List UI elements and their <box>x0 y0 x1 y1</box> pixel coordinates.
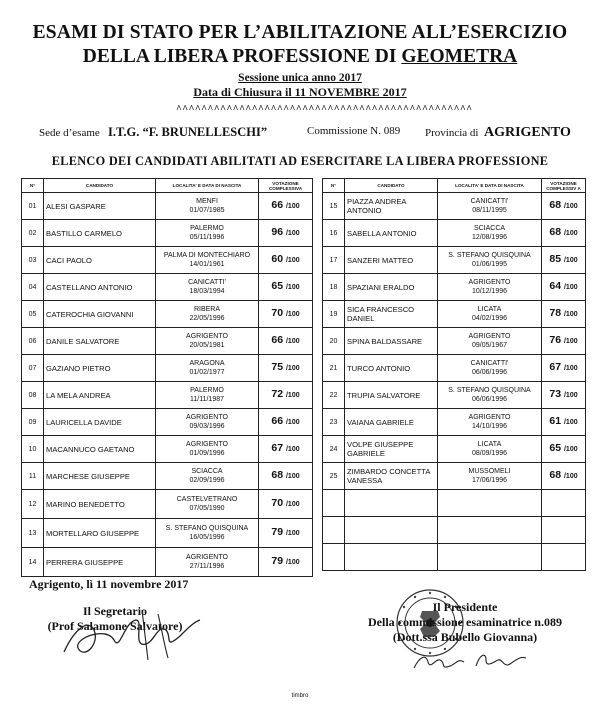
col-birth-header: LOCALITA' E DATA DI NASCITA <box>438 179 542 193</box>
table-row <box>323 490 586 517</box>
birth-date: 09/03/1996 <box>189 423 225 430</box>
birth-info <box>438 220 542 247</box>
col-candidate-header: CANDIDATO <box>44 179 156 193</box>
birth-info <box>438 193 542 220</box>
birth-date: 01/02/1977 <box>189 369 225 376</box>
birth-place: AGRIGENTO <box>468 414 511 421</box>
birth-date: 12/08/1996 <box>471 234 508 241</box>
score-max: /100 <box>563 230 578 237</box>
candidate-name: PERRERA GIUSEPPE <box>44 548 156 577</box>
score-value: 67 <box>271 442 284 454</box>
place-date: Agrigento, lì 11 novembre 2017 <box>29 577 189 591</box>
score-value: 78 <box>549 307 562 319</box>
row-number <box>323 490 345 517</box>
score <box>542 517 586 544</box>
candidate-name: SPINA BALDASSARE <box>345 328 438 355</box>
provincia-value: AGRIGENTO <box>483 125 571 140</box>
score-value: 68 <box>271 469 284 481</box>
score-max: /100 <box>285 559 300 566</box>
score-value: 67 <box>549 361 562 373</box>
birth-date: 27/11/1996 <box>189 563 225 570</box>
col-birth-header: LOCALITA' E DATA DI NASCITA <box>156 179 259 193</box>
table-row <box>22 548 313 577</box>
score <box>259 548 313 577</box>
row-number: 22 <box>323 382 345 409</box>
president-block <box>349 600 581 645</box>
row-number: 09 <box>22 409 44 436</box>
candidate-name <box>345 544 438 571</box>
birth-date: 01/07/1985 <box>189 207 225 214</box>
score <box>542 220 586 247</box>
birth-info <box>156 519 259 548</box>
birth-date: 02/09/1996 <box>189 477 225 484</box>
score-max: /100 <box>563 419 578 426</box>
score-value: 65 <box>271 280 284 292</box>
birth-place: CANICATTI' <box>470 360 509 367</box>
row-number: 18 <box>323 274 345 301</box>
candidate-name <box>345 517 438 544</box>
table-row <box>323 247 586 274</box>
col-score-header: VOTAZIONE COMPLESSIV A <box>542 179 586 193</box>
score <box>542 301 586 328</box>
score-value: 75 <box>271 361 284 373</box>
row-number: 25 <box>323 463 345 490</box>
row-number: 23 <box>323 409 345 436</box>
birth-info <box>156 220 259 247</box>
candidate-name: TURCO ANTONIO <box>345 355 438 382</box>
score-value: 85 <box>549 253 562 265</box>
row-number: 13 <box>22 519 44 548</box>
candidate-name: MARCHESE GIUSEPPE <box>44 463 156 490</box>
birth-date: 09/05/1967 <box>471 342 508 349</box>
birth-date: 22/05/1996 <box>189 315 225 322</box>
candidate-name: LAURICELLA DAVIDE <box>44 409 156 436</box>
birth-place: AGRIGENTO <box>186 414 228 421</box>
birth-place: LICATA <box>477 306 502 313</box>
provincia-label: Provincia di <box>425 127 479 139</box>
score <box>542 274 586 301</box>
score <box>259 355 313 382</box>
score-max: /100 <box>285 392 300 399</box>
birth-info <box>156 463 259 490</box>
score <box>259 490 313 519</box>
score <box>542 436 586 463</box>
table-row <box>323 382 586 409</box>
birth-date: 18/03/1994 <box>189 288 225 295</box>
score <box>259 301 313 328</box>
score-max: /100 <box>285 230 300 237</box>
birth-place: RIBERA <box>193 306 221 313</box>
birth-date: 01/06/1995 <box>471 261 508 268</box>
table-row <box>22 274 313 301</box>
row-number: 24 <box>323 436 345 463</box>
candidate-name: MORTELLARO GIUSEPPE <box>44 519 156 548</box>
birth-info <box>156 355 259 382</box>
sede-value: I.T.G. “F. BRUNELLESCHI” <box>108 125 268 139</box>
birth-info <box>438 274 542 301</box>
birth-info <box>438 544 542 571</box>
candidate-name: ZIMBARDO CONCETTA VANESSA <box>345 463 438 490</box>
score-max: /100 <box>563 257 578 264</box>
list-title: ELENCO DEI CANDIDATI ABILITATI AD ESERCITARE LA LIBERA PROFESSIONE <box>51 154 549 168</box>
birth-info <box>156 328 259 355</box>
row-number: 16 <box>323 220 345 247</box>
row-number: 04 <box>22 274 44 301</box>
birth-date: 20/05/1981 <box>189 342 225 349</box>
birth-info <box>156 247 259 274</box>
table-row <box>323 436 586 463</box>
table-row <box>22 193 313 220</box>
title-prefix: DELLA LIBERA PROFESSIONE DI <box>82 46 402 67</box>
score-value: 66 <box>271 199 284 211</box>
table-row <box>323 409 586 436</box>
score <box>259 274 313 301</box>
birth-place: AGRIGENTO <box>468 279 511 286</box>
score-value: 65 <box>549 442 562 454</box>
score-max: /100 <box>563 392 578 399</box>
score-max: /100 <box>285 257 300 264</box>
score <box>259 220 313 247</box>
table-row <box>22 328 313 355</box>
birth-info <box>156 274 259 301</box>
birth-place: ARAGONA <box>189 360 225 367</box>
table-row <box>22 436 313 463</box>
score-max: /100 <box>285 530 300 537</box>
birth-date: 01/09/1996 <box>189 450 225 457</box>
exam-seat <box>39 125 267 140</box>
title-line-1: ESAMI DI STATO PER L’ABILITAZIONE ALL’ESERCIZIO <box>32 22 568 43</box>
score-value: 73 <box>549 388 562 400</box>
candidate-name: DANILE SALVATORE <box>44 328 156 355</box>
table-row <box>323 328 586 355</box>
birth-info <box>438 490 542 517</box>
secretary-signature <box>54 600 204 670</box>
score-max: /100 <box>285 473 300 480</box>
table-row <box>22 301 313 328</box>
score <box>259 328 313 355</box>
birth-info <box>156 301 259 328</box>
closing-date: Data di Chiusura il 11 NOVEMBRE 2017 <box>193 85 407 99</box>
row-number: 12 <box>22 490 44 519</box>
birth-date: 17/06/1996 <box>471 477 508 484</box>
table-row <box>22 355 313 382</box>
row-number: 06 <box>22 328 44 355</box>
score-value: 66 <box>271 415 284 427</box>
candidates-table-left <box>21 178 313 577</box>
table-row <box>22 409 313 436</box>
score-max: /100 <box>563 473 578 480</box>
score-max: /100 <box>285 419 300 426</box>
birth-info <box>156 490 259 519</box>
score <box>542 544 586 571</box>
candidate-name: SANZERI MATTEO <box>345 247 438 274</box>
province <box>425 125 571 141</box>
candidate-name: SPAZIANI ERALDO <box>345 274 438 301</box>
candidate-name: VOLPE GIUSEPPE GABRIELE <box>345 436 438 463</box>
col-candidate-header: CANDIDATO <box>345 179 438 193</box>
table-row <box>22 519 313 548</box>
birth-info <box>438 247 542 274</box>
score-value: 66 <box>271 334 284 346</box>
score <box>542 409 586 436</box>
birth-info <box>438 355 542 382</box>
stamp-label: timbro <box>291 693 309 699</box>
score-value: 72 <box>271 388 284 400</box>
score-max: /100 <box>285 311 300 318</box>
candidate-name: CASTELLANO ANTONIO <box>44 274 156 301</box>
candidate-name: CACI PAOLO <box>44 247 156 274</box>
table-row <box>323 220 586 247</box>
birth-place: S. STEFANO QUISQUINA <box>448 387 531 394</box>
table-row <box>323 544 586 571</box>
row-number: 21 <box>323 355 345 382</box>
birth-info <box>438 382 542 409</box>
row-number: 20 <box>323 328 345 355</box>
score-value: 68 <box>549 199 562 211</box>
birth-place: PALERMO <box>190 225 224 232</box>
candidates-table-right <box>322 178 586 571</box>
profession-name: GEOMETRA <box>401 46 518 67</box>
candidate-name: LA MELA ANDREA <box>44 382 156 409</box>
table-row <box>22 490 313 519</box>
row-number: 19 <box>323 301 345 328</box>
score-max: /100 <box>285 284 300 291</box>
table-row <box>323 274 586 301</box>
birth-info <box>438 328 542 355</box>
birth-date: 10/12/1996 <box>471 288 508 295</box>
row-number: 14 <box>22 548 44 577</box>
president-name: (Dott.ssa Bubello Giovanna) <box>392 630 538 644</box>
score-max: /100 <box>285 501 300 508</box>
secretary-name: (Prof Salamone Salvatore) <box>47 619 183 633</box>
caret-divider: ^^^^^^^^^^^^^^^^^^^^^^^^^^^^^^^^^^^^^^^^^^^^^^^ <box>176 104 473 115</box>
candidate-name: SICA FRANCESCO DANIEL <box>345 301 438 328</box>
score-value: 68 <box>549 226 562 238</box>
score-value: 60 <box>271 253 284 265</box>
score-value: 76 <box>549 334 562 346</box>
table-row <box>323 355 586 382</box>
birth-place: MUSSOMELI <box>468 468 511 475</box>
birth-place: CANICATTI' <box>470 198 509 205</box>
score <box>259 463 313 490</box>
birth-place: AGRIGENTO <box>186 554 228 561</box>
score-max: /100 <box>563 365 578 372</box>
score <box>542 247 586 274</box>
candidate-name: ALESI GASPARE <box>44 193 156 220</box>
birth-info <box>438 409 542 436</box>
table-row <box>22 463 313 490</box>
candidate-name <box>345 490 438 517</box>
birth-date: 06/06/1996 <box>471 369 508 376</box>
candidate-name: CATEROCHIA GIOVANNI <box>44 301 156 328</box>
score-max: /100 <box>285 365 300 372</box>
birth-date: 05/11/1996 <box>189 234 225 241</box>
birth-place: S. STEFANO QUISQUINA <box>165 525 249 532</box>
row-number: 07 <box>22 355 44 382</box>
birth-place: SCIACCA <box>191 468 223 475</box>
col-number-header: N° <box>22 179 44 193</box>
score-max: /100 <box>563 284 578 291</box>
candidate-name: MACANNUCO GAETANO <box>44 436 156 463</box>
row-number: 15 <box>323 193 345 220</box>
president-signature <box>410 648 530 676</box>
birth-date: 08/11/1995 <box>472 207 507 214</box>
table-row <box>22 247 313 274</box>
secretary-title: Il Segretario <box>82 604 148 618</box>
birth-date: 14/10/1996 <box>471 423 508 430</box>
score-max: /100 <box>285 203 300 210</box>
birth-date: 08/09/1996 <box>471 450 508 457</box>
birth-place: S. STEFANO QUISQUINA <box>448 252 531 259</box>
birth-info <box>438 463 542 490</box>
birth-place: AGRIGENTO <box>186 333 228 340</box>
table-row <box>323 517 586 544</box>
session-label: Sessione unica anno 2017 <box>238 72 362 84</box>
score-value: 79 <box>271 555 284 567</box>
score <box>259 519 313 548</box>
score <box>542 463 586 490</box>
row-number: 03 <box>22 247 44 274</box>
sede-label: Sede d’esame <box>39 127 100 139</box>
table-row <box>22 220 313 247</box>
birth-info <box>438 301 542 328</box>
birth-place: LICATA <box>477 441 502 448</box>
score-max: /100 <box>563 203 578 210</box>
birth-place: AGRIGENTO <box>186 441 228 448</box>
birth-info <box>156 193 259 220</box>
president-title: Il Presidente <box>432 600 498 614</box>
score-max: /100 <box>285 338 300 345</box>
score <box>542 490 586 517</box>
score-max: /100 <box>285 446 300 453</box>
candidate-name: TRUPIA SALVATORE <box>345 382 438 409</box>
birth-date: 11/11/1987 <box>190 396 224 403</box>
birth-date: 06/06/1996 <box>471 396 508 403</box>
birth-place: CANICATTI' <box>188 279 226 286</box>
score-value: 79 <box>271 526 284 538</box>
score <box>542 193 586 220</box>
candidate-name: VAIANA GABRIELE <box>345 409 438 436</box>
row-number: 01 <box>22 193 44 220</box>
birth-info <box>438 436 542 463</box>
score-value: 68 <box>549 469 562 481</box>
row-number: 10 <box>22 436 44 463</box>
table-row <box>323 463 586 490</box>
col-score-header: VOTAZIONE COMPLESSIVA <box>259 179 313 193</box>
table-row <box>323 301 586 328</box>
score <box>259 409 313 436</box>
birth-place: PALMA DI MONTECHIARO <box>163 252 251 259</box>
score <box>542 328 586 355</box>
commission-number: Commissione N. 089 <box>307 125 401 137</box>
col-number-header: N° <box>323 179 345 193</box>
birth-date: 16/05/1996 <box>189 534 225 541</box>
birth-info <box>156 436 259 463</box>
row-number <box>323 544 345 571</box>
score <box>259 247 313 274</box>
birth-place: PALERMO <box>190 387 224 394</box>
score-value: 64 <box>549 280 562 292</box>
score-value: 96 <box>271 226 284 238</box>
score <box>259 193 313 220</box>
candidate-name: SABELLA ANTONIO <box>345 220 438 247</box>
birth-place: SCIACCA <box>473 225 506 232</box>
score-max: /100 <box>563 311 578 318</box>
president-commission: Della commissione esaminatrice n.089 <box>368 615 562 629</box>
birth-info <box>156 409 259 436</box>
candidate-name: GAZIANO PIETRO <box>44 355 156 382</box>
birth-date: 04/02/1996 <box>471 315 508 322</box>
score <box>542 382 586 409</box>
birth-date: 07/05/1990 <box>189 505 225 512</box>
row-number <box>323 517 345 544</box>
table-row <box>323 193 586 220</box>
row-number: 17 <box>323 247 345 274</box>
birth-info <box>438 517 542 544</box>
title-line-2 <box>0 46 600 68</box>
table-row <box>22 382 313 409</box>
score <box>259 436 313 463</box>
score-value: 61 <box>549 415 562 427</box>
row-number: 08 <box>22 382 44 409</box>
birth-place: AGRIGENTO <box>468 333 511 340</box>
score <box>259 382 313 409</box>
birth-place: CASTELVETRANO <box>176 496 238 503</box>
candidate-name: PIAZZA ANDREA ANTONIO <box>345 193 438 220</box>
row-number: 11 <box>22 463 44 490</box>
score-max: /100 <box>563 338 578 345</box>
candidate-name: BASTILLO CARMELO <box>44 220 156 247</box>
score-max: /100 <box>563 446 578 453</box>
candidate-name: MARINO BENEDETTO <box>44 490 156 519</box>
birth-info <box>156 548 259 577</box>
score-value: 70 <box>271 307 284 319</box>
birth-date: 14/01/1961 <box>189 261 225 268</box>
score <box>542 355 586 382</box>
birth-info <box>156 382 259 409</box>
row-number: 05 <box>22 301 44 328</box>
birth-place: MENFI <box>196 198 218 205</box>
score-value: 70 <box>271 497 284 509</box>
row-number: 02 <box>22 220 44 247</box>
